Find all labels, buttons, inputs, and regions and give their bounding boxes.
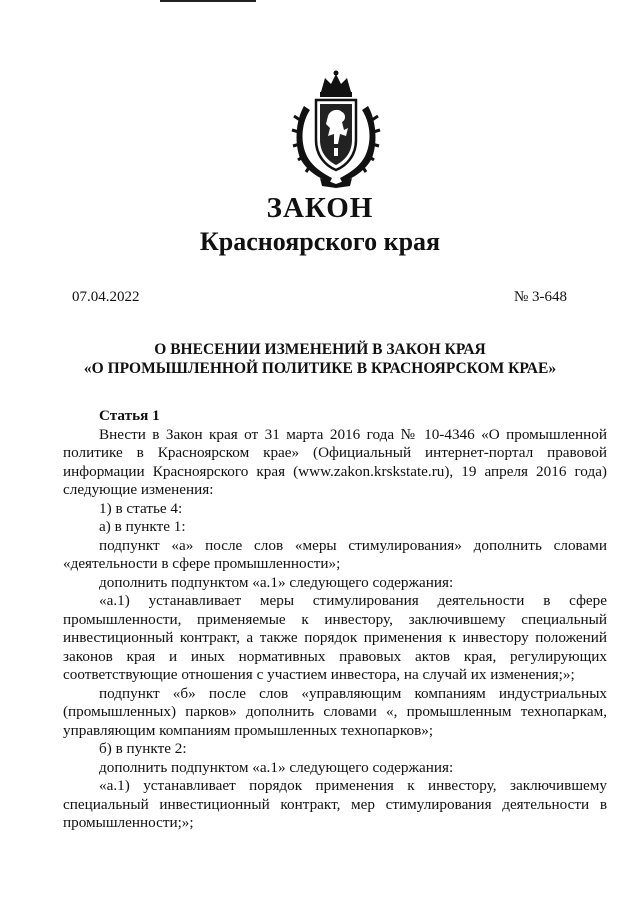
krasnoyarsk-coat-of-arms-icon xyxy=(290,70,382,188)
document-number: № 3-648 xyxy=(513,289,567,305)
body-line: специальный инвестиционный контракт, мер стимулирования деятельности в xyxy=(63,795,607,813)
body-line: дополнить подпунктом «а.1» следующего содержания: xyxy=(99,758,454,776)
body-line: соответствующие отношения с участием инвестора, на случай их изменения;»; xyxy=(63,666,575,683)
body-line: а) в пункте 1: xyxy=(99,518,186,535)
article-title: Статья 1 xyxy=(99,407,160,424)
document-date: 07.04.2022 xyxy=(72,289,140,305)
body-line: Внести в Закон края от 31 марта 2016 года № 10-4346 «О промышленной xyxy=(99,425,607,443)
body-line: политике в Красноярском крае» (Официальный интернет-портал правовой xyxy=(63,444,607,461)
body-line: (промышленных) парков» дополнить словами «, промышленным технопаркам, xyxy=(63,703,607,720)
scan-edge-mark xyxy=(160,0,256,2)
body-line: промышленности, применяемые к инвестору, заключившему специальный xyxy=(63,610,607,628)
body-line: 1) в статье 4: xyxy=(99,499,183,517)
body-line: дополнить подпунктом «а.1» следующего содержания: xyxy=(99,573,454,591)
body-line: подпункт «а» после слов «меры стимулирования» дополнить словами xyxy=(99,536,607,554)
body-line: подпункт «б» после слов «управляющим компаниям индустриальных xyxy=(99,684,607,702)
body-line: б) в пункте 2: xyxy=(99,740,187,757)
heading-line: О ВНЕСЕНИИ ИЗМЕНЕНИЙ В ЗАКОН КРАЯ xyxy=(154,341,486,358)
document-heading xyxy=(60,340,580,378)
body-line: законов края и иных нормативных правовых актов края, регулирующих xyxy=(63,647,607,665)
document-body xyxy=(63,407,607,833)
body-line: «а.1) устанавливает меры стимулирования деятельности в сфере xyxy=(99,592,607,609)
body-line: управляющим компаниям промышленных технопарков»; xyxy=(63,721,434,739)
body-line: инвестиционный контракт, а также порядок применения к инвестору положений xyxy=(63,629,607,646)
body-line: информации Красноярского края (www.zakon.krskstate.ru), 19 апреля 2016 года) xyxy=(63,462,607,480)
law-title: ЗАКОН xyxy=(266,192,374,224)
body-line: «деятельности в сфере промышленности»; xyxy=(63,555,341,572)
body-line: «а.1) устанавливает порядок применения к инвестору, заключившему xyxy=(99,777,607,794)
body-line: промышленности;»; xyxy=(63,814,194,831)
heading-line: «О ПРОМЫШЛЕННОЙ ПОЛИТИКЕ В КРАСНОЯРСКОМ КРАЕ» xyxy=(83,360,557,377)
body-line: следующие изменения: xyxy=(63,481,214,498)
law-subtitle: Красноярского края xyxy=(199,227,441,256)
